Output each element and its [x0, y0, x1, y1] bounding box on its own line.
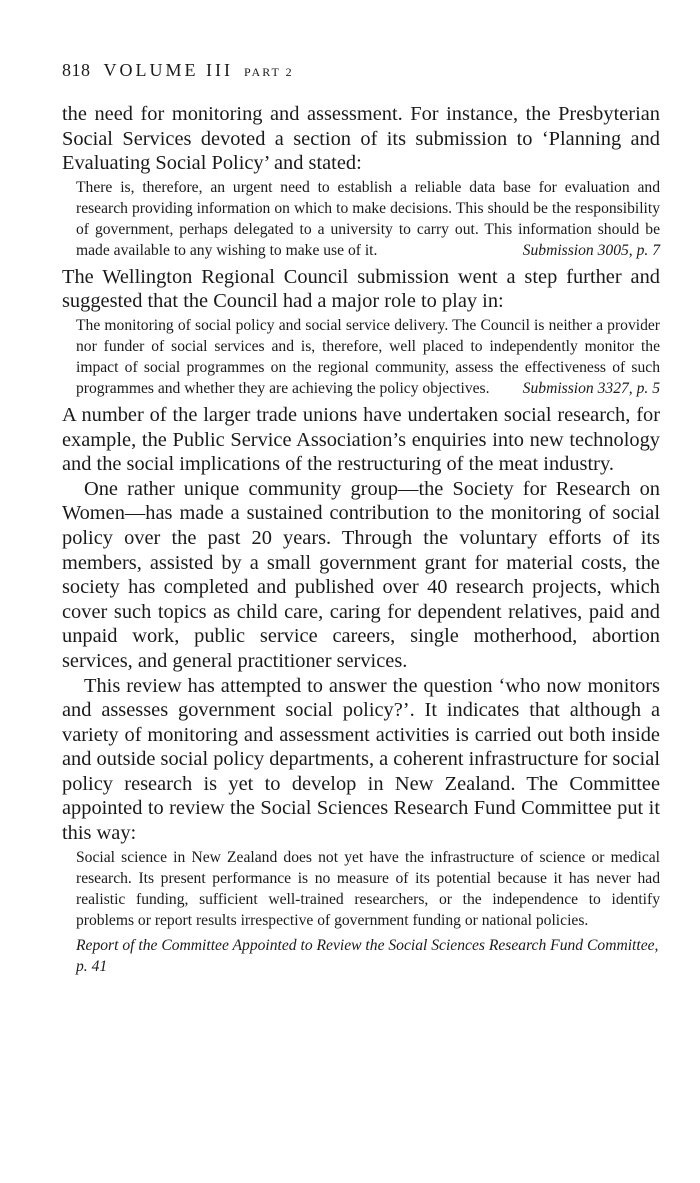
- block-quote-3-text: Social science in New Zealand does not yet have the infrastructure of science or medical research. Its present performance is no measure of its potential because it has never had realistic funding, sufficient well-trained researchers, or the independence to identify problems or report results irrespective of government funding or national policies.: [76, 848, 660, 929]
- running-head: [62, 60, 660, 86]
- paragraph-1: the need for monitoring and assessment. For instance, the Presbyterian Social Services devoted a section of its submission to ‘Planning and Evaluating Social Policy’ and stated:: [62, 103, 660, 175]
- block-quote-1: [76, 177, 660, 261]
- block-quote-1-text: There is, therefore, an urgent need to establish a reliable data base for evaluation and research providing information on which to make decisions. This should be the responsibility of government, perhaps delegated to a university to carry out. This information should be made available to any wishing to make use of it.: [76, 178, 660, 259]
- block-quote-2: [76, 315, 660, 399]
- paragraph-2: The Wellington Regional Council submission went a step further and suggested that the Council had a major role to play in:: [62, 265, 660, 313]
- block-quote-3-citation: Report of the Committee Appointed to Review the Social Sciences Research Fund Committee, p. 41: [76, 936, 659, 975]
- page-number: 818: [62, 60, 91, 80]
- block-quote-3: [76, 847, 660, 931]
- block-quote-1-citation: Submission 3005, p. 7: [522, 241, 660, 259]
- paragraph-5: This review has attempted to answer the question ‘who now monitors and assesses government social policy?’. It indicates that although a variety of monitoring and assessment activities is carried out both inside and outside social policy departments, a coherent infrastructure for social policy research is yet to develop in New Zealand. The Committee appointed to review the Social Sciences Research Fund Committee put it this way:: [62, 674, 660, 845]
- part-label: PART 2: [243, 65, 294, 79]
- paragraph-4: One rather unique community group—the Society for Research on Women—has made a sustained contribution to the monitoring of social policy over the past 20 years. Through the voluntary efforts of its members, assisted by a small government grant for material costs, the society has completed and published over 40 research projects, which cover such topics as child care, caring for dependent relatives, paid and unpaid work, public service careers, single motherhood, abortion services, and general practitioner services.: [62, 477, 660, 672]
- block-quote-2-citation: Submission 3327, p. 5: [522, 379, 660, 397]
- document-page: [62, 60, 660, 977]
- block-quote-2-text: The monitoring of social policy and social service delivery. The Council is neither a provider nor funder of social services and is, therefore, well placed to independently monitor the impact of social programmes on the regional community, assess the effectiveness of such programmes and whether they are achieving the policy objectives.: [76, 316, 660, 397]
- paragraph-3: A number of the larger trade unions have undertaken social research, for example, the Public Service Association’s enquiries into new technology and the social implications of the restructuring of the meat industry.: [62, 403, 660, 476]
- volume-label: VOLUME III: [103, 60, 233, 80]
